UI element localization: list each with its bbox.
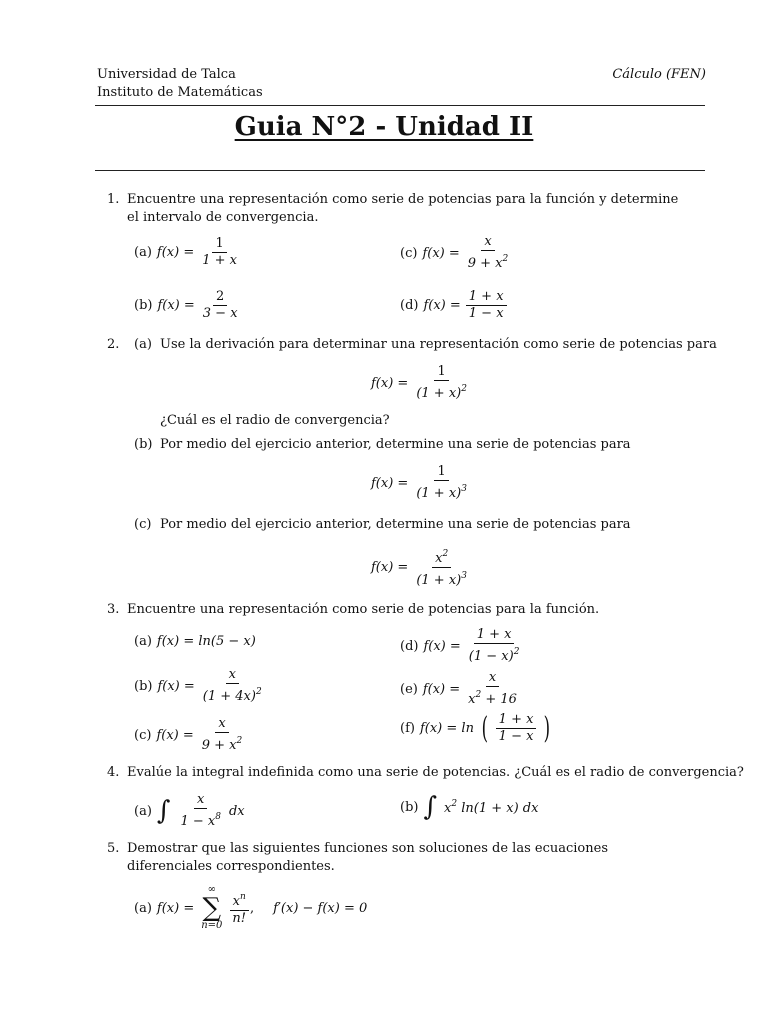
ex1-item-b bbox=[134, 289, 241, 322]
den-exponent: 2 bbox=[255, 687, 262, 697]
item-label: (a) bbox=[134, 803, 152, 819]
denominator: 1 − x bbox=[468, 306, 504, 321]
fraction bbox=[466, 627, 523, 665]
sigma-icon: ∑ bbox=[202, 893, 222, 923]
den-base: x bbox=[468, 692, 476, 707]
denominator bbox=[177, 809, 224, 830]
num-base: x bbox=[435, 551, 443, 566]
ex2b-label: (b) bbox=[134, 437, 153, 452]
fraction bbox=[413, 464, 470, 502]
denominator bbox=[413, 481, 470, 502]
function-lhs: f(x) = bbox=[371, 560, 409, 575]
page-title bbox=[0, 112, 768, 142]
right-paren: ) bbox=[544, 710, 551, 746]
ex3-item-b bbox=[134, 667, 265, 705]
den-exponent: 2 bbox=[236, 736, 243, 746]
function-lhs: f(x) = bbox=[156, 727, 194, 743]
ex2-number: 2. bbox=[107, 337, 120, 352]
sum-upper-limit: ∞ bbox=[207, 884, 216, 895]
denominator bbox=[466, 644, 523, 665]
separator-comma: , bbox=[250, 900, 255, 916]
fraction bbox=[200, 289, 241, 322]
numerator bbox=[432, 546, 451, 568]
fraction bbox=[177, 792, 224, 830]
ex1-item-a bbox=[134, 236, 240, 269]
numerator: x bbox=[486, 670, 499, 687]
item-label: (d) bbox=[400, 638, 419, 654]
ex4-item-b bbox=[400, 794, 538, 820]
den-rest: + 16 bbox=[481, 692, 517, 707]
den-base: (1 + x) bbox=[416, 486, 462, 501]
numerator: x bbox=[194, 792, 207, 809]
function-lhs: f(x) = bbox=[156, 900, 195, 916]
den-base: (1 + x) bbox=[416, 573, 462, 588]
page-title-text: Guia N°2 - Unidad II bbox=[234, 112, 534, 142]
ex3-number: 3. bbox=[107, 602, 120, 617]
ex1-number: 1. bbox=[107, 192, 120, 207]
header-rule bbox=[95, 105, 705, 106]
fraction bbox=[413, 364, 470, 402]
differential-equation: f′(x) − f(x) = 0 bbox=[273, 900, 368, 916]
denominator: 1 + x bbox=[202, 253, 237, 268]
function-lhs: f(x) = ln bbox=[419, 721, 474, 736]
item-label: (b) bbox=[400, 799, 419, 815]
sum-lower-limit: n=0 bbox=[201, 920, 223, 931]
function-lhs: f(x) = bbox=[371, 475, 409, 491]
numerator: 2 bbox=[213, 289, 227, 306]
integrand bbox=[444, 799, 538, 816]
num-base: x bbox=[232, 894, 240, 909]
num-exponent: n bbox=[239, 892, 246, 902]
numerator: 1 + x bbox=[466, 289, 507, 306]
ex2a-text: Use la derivación para determinar una representación como serie de potencias para bbox=[160, 337, 717, 352]
function-lhs: f(x) = bbox=[423, 298, 461, 313]
integral-sign: ∫ bbox=[423, 792, 438, 822]
item-label: (f) bbox=[400, 721, 415, 736]
ex4-number: 4. bbox=[107, 765, 120, 780]
den-base: 9 + x bbox=[467, 256, 503, 271]
item-label: (c) bbox=[400, 245, 418, 261]
numerator bbox=[230, 889, 249, 911]
den-base: 9 + x bbox=[201, 738, 237, 753]
fraction bbox=[413, 546, 470, 589]
den-base: (1 − x) bbox=[468, 649, 514, 664]
den-exponent: 2 bbox=[513, 647, 520, 657]
den-base: 1 − x bbox=[180, 814, 216, 829]
ex2a-question: ¿Cuál es el radio de convergencia? bbox=[160, 413, 390, 428]
ex4-text: Evalúe la integral indefinida como una serie de potencias. ¿Cuál es el radio de convergencia? bbox=[127, 765, 744, 780]
den-base: (1 + x) bbox=[416, 386, 462, 401]
fraction bbox=[199, 236, 240, 269]
function-lhs: f(x) = bbox=[157, 298, 195, 313]
ex3-text: Encuentre una representación como serie de potencias para la función. bbox=[127, 602, 600, 617]
summation bbox=[201, 884, 222, 932]
denominator bbox=[413, 568, 470, 589]
ex5-number: 5. bbox=[107, 841, 120, 856]
numerator: 1 + x bbox=[496, 712, 537, 729]
ex5-item-a bbox=[134, 884, 367, 932]
ex2a-label: (a) bbox=[134, 337, 152, 352]
numerator: x bbox=[215, 716, 228, 733]
den-exponent: 2 bbox=[475, 690, 482, 700]
den-exponent: 2 bbox=[502, 254, 509, 264]
ex1-item-c bbox=[400, 234, 511, 272]
fraction bbox=[496, 712, 537, 745]
title-rule bbox=[95, 170, 705, 171]
den-exponent: 3 bbox=[461, 571, 467, 581]
numerator: x bbox=[226, 667, 239, 684]
integrand-rest: ln(1 + x) dx bbox=[457, 800, 539, 816]
function-lhs: f(x) = bbox=[423, 638, 461, 654]
ex2a-formula bbox=[371, 364, 470, 402]
numerator: 1 + x bbox=[474, 627, 515, 644]
fraction bbox=[465, 670, 520, 708]
function-lhs: f(x) = bbox=[422, 681, 461, 697]
ex3-item-a bbox=[134, 634, 256, 649]
item-label: (b) bbox=[134, 298, 153, 313]
function-lhs: f(x) = bbox=[422, 245, 460, 261]
ex1-item-d bbox=[400, 289, 507, 322]
den-exponent: 3 bbox=[461, 484, 467, 494]
num-exponent: 2 bbox=[442, 549, 449, 559]
ex3-item-c bbox=[134, 716, 245, 754]
left-paren: ( bbox=[481, 710, 489, 746]
denominator bbox=[199, 733, 246, 754]
fraction bbox=[200, 667, 265, 705]
ex3-item-d bbox=[400, 627, 522, 665]
den-base: (1 + 4x) bbox=[202, 689, 256, 704]
ex1-text: Encuentre una representación como serie de potencias para la función y determine el intervalo de convergencia. bbox=[127, 192, 679, 225]
ex3-item-e bbox=[400, 670, 520, 708]
function-expression: f(x) = ln(5 − x) bbox=[156, 634, 256, 649]
ex3-item-f bbox=[400, 712, 553, 745]
fraction bbox=[199, 716, 246, 754]
den-exponent: 8 bbox=[215, 812, 221, 822]
item-label: (e) bbox=[400, 681, 418, 697]
item-label: (a) bbox=[134, 634, 152, 649]
numerator: 1 bbox=[212, 236, 226, 253]
university-name: Universidad de Talca bbox=[97, 67, 236, 82]
ex4-item-a bbox=[134, 792, 245, 830]
numerator: x bbox=[481, 234, 494, 251]
fraction bbox=[466, 289, 507, 322]
ex2b-formula bbox=[371, 464, 470, 502]
fraction bbox=[229, 889, 249, 927]
course-name: Cálculo (FEN) bbox=[612, 67, 706, 82]
ex5-text: Demostrar que las siguientes funciones son soluciones de las ecuaciones diferenciales correspondientes. bbox=[127, 841, 608, 874]
numerator: 1 bbox=[434, 364, 448, 381]
denominator: 1 − x bbox=[498, 729, 534, 744]
ex2b-text: Por medio del ejercicio anterior, determine una serie de potencias para bbox=[160, 437, 631, 452]
denominator bbox=[465, 687, 520, 708]
integrand-exponent: 2 bbox=[451, 798, 458, 809]
item-label: (c) bbox=[134, 727, 152, 743]
function-lhs: f(x) = bbox=[371, 375, 409, 391]
function-lhs: f(x) = bbox=[156, 245, 195, 260]
integral-sign: ∫ bbox=[156, 796, 171, 826]
denominator bbox=[200, 684, 265, 705]
item-label: (a) bbox=[134, 900, 152, 916]
denominator bbox=[413, 381, 470, 402]
numerator: 1 bbox=[434, 464, 448, 481]
den-exponent: 2 bbox=[461, 384, 467, 394]
item-label: (d) bbox=[400, 298, 419, 313]
institute-name: Instituto de Matemáticas bbox=[97, 85, 263, 100]
denominator: 3 − x bbox=[202, 306, 238, 321]
ex2c-formula bbox=[371, 546, 470, 589]
ex2c-text: Por medio del ejercicio anterior, determine una serie de potencias para bbox=[160, 517, 631, 532]
integrand-base: x bbox=[444, 800, 452, 816]
item-label: (a) bbox=[134, 245, 152, 260]
function-lhs: f(x) = bbox=[157, 678, 195, 694]
denominator: n! bbox=[232, 911, 247, 926]
differential: dx bbox=[228, 803, 245, 819]
denominator bbox=[465, 251, 512, 272]
ex2c-label: (c) bbox=[134, 517, 152, 532]
fraction bbox=[465, 234, 512, 272]
item-label: (b) bbox=[134, 678, 153, 694]
